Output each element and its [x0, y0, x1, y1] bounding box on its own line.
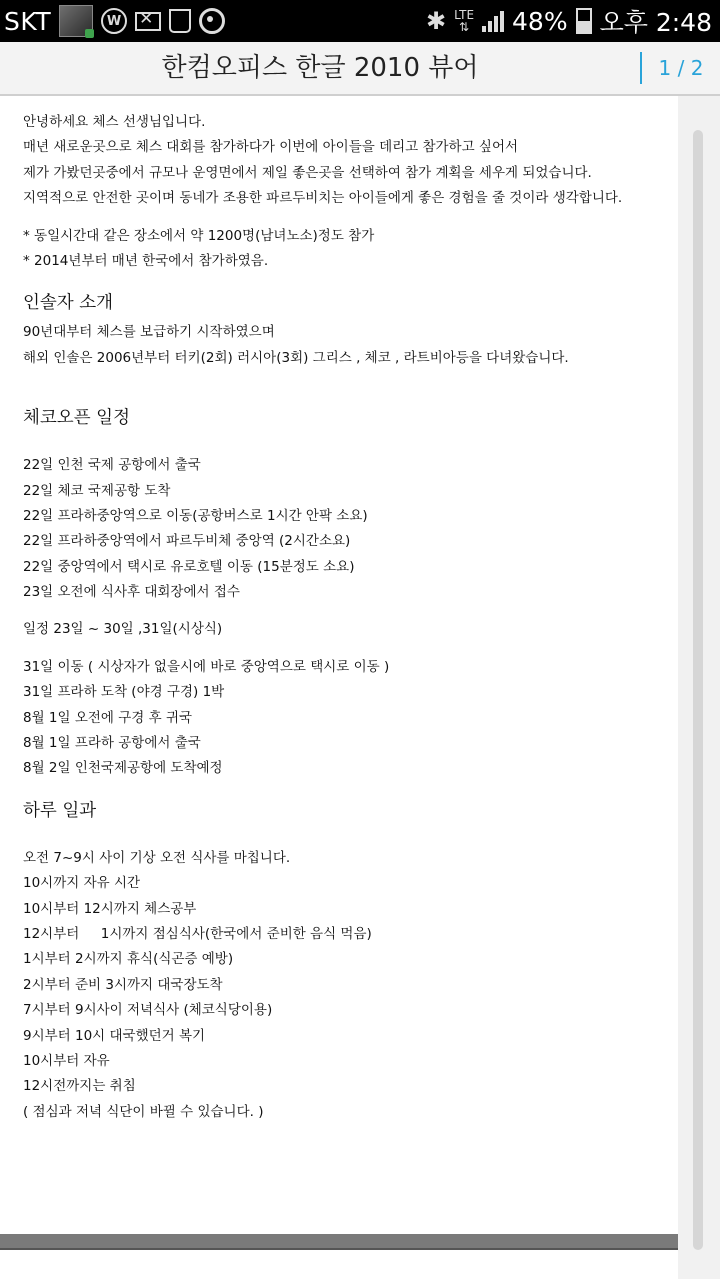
mail-icon [135, 12, 161, 31]
daily-line: 10시까지 자유 시간 [23, 875, 141, 892]
carrier-label: SKT [4, 6, 52, 36]
battery-percent: 48% [512, 6, 568, 36]
intro-line: 제가 가봤던곳중에서 규모나 운영면에서 제일 좋은곳을 선택하여 참가 계획을 세우게 되었습니다. [23, 164, 592, 181]
daily-line: 12시전까지는 취침 [23, 1078, 136, 1095]
leader-line: 90년대부터 체스를 보급하기 시작하였으며 [23, 324, 275, 341]
bluetooth-icon: ✱ [425, 7, 447, 35]
signal-icon [482, 10, 504, 32]
page-separator [0, 1234, 678, 1250]
cup-icon [169, 9, 191, 33]
app-title: 한컴오피스 한글 2010 뷰어 [161, 53, 479, 83]
leader-line: 해외 인솔은 2006년부터 터키(2회) 러시아(3회) 그리스 , 체코 , 라트비아등을 다녀왔습니다. [23, 349, 569, 366]
schedule-line: 22일 프라하중앙역으로 이동(공항버스로 1시간 안팍 소요) [23, 507, 368, 524]
daily-heading: 하루 일과 [23, 800, 97, 821]
schedule-period: 일정 23일 ~ 30일 ,31일(시상식) [23, 621, 223, 638]
page-indicator[interactable]: 1 / 2 [658, 56, 704, 80]
daily-line: 12시부터 1시까지 점심식사(한국에서 준비한 음식 먹음) [23, 925, 372, 942]
schedule-line: 22일 프라하중앙역에서 파르두비체 중앙역 (2시간소요) [23, 533, 351, 550]
daily-line: 오전 7~9시 사이 기상 오전 식사를 마칩니다. [23, 849, 291, 866]
battery-icon [576, 8, 592, 34]
intro-line: 안녕하세요 체스 선생님입니다. [23, 114, 206, 130]
schedule-line: 23일 오전에 식사후 대회장에서 접수 [23, 584, 240, 601]
daily-line: 9시부터 10시 대국했던거 복기 [23, 1027, 206, 1044]
status-bar [0, 0, 720, 42]
note-line: * 2014년부터 매년 한국에서 참가하였음. [23, 252, 269, 269]
daily-line: ( 점심과 저녁 식단이 바뀔 수 있습니다. ) [23, 1103, 264, 1120]
ring-icon [199, 8, 225, 34]
schedule-line: 22일 중앙역에서 택시로 유로호텔 이동 (15분정도 소요) [23, 558, 355, 575]
lte-icon: LTE ⇅ [454, 8, 475, 34]
return-line: 8월 1일 오전에 구경 후 귀국 [23, 709, 193, 726]
daily-line: 7시부터 9시사이 저녁식사 (체코식당이용) [23, 1002, 273, 1019]
daily-line: 1시부터 2시까지 휴식(식곤증 예방) [23, 951, 234, 968]
leader-heading: 인솔자 소개 [23, 293, 114, 314]
intro-line: 지역적으로 안전한 곳이며 동네가 조용한 파르두비치는 아이들에게 좋은 경험을 줄 것이라 생각합니다. [23, 190, 623, 207]
document-page[interactable] [0, 96, 678, 1234]
return-line: 8월 2일 인천국제공항에 도착예정 [23, 760, 223, 777]
schedule-line: 22일 인천 국제 공항에서 출국 [23, 457, 201, 474]
w-app-icon: W [101, 8, 127, 34]
daily-line: 10시부터 12시까지 체스공부 [23, 900, 197, 917]
note-line: * 동일시간대 같은 장소에서 약 1200명(남녀노소)정도 참가 [23, 227, 375, 244]
clock: 오후 2:48 [599, 8, 712, 37]
return-line: 8월 1일 프라하 공항에서 출국 [23, 735, 201, 752]
return-line: 31일 이동 ( 시상자가 없을시에 바로 중앙역으로 택시로 이동 ) [23, 658, 390, 675]
app-title-bar [0, 42, 720, 96]
return-line: 31일 프라하 도착 (야경 구경) 1박 [23, 684, 225, 701]
daily-line: 10시부터 자유 [23, 1052, 110, 1069]
scrollbar-thumb[interactable] [693, 130, 703, 1250]
document-content [0, 96, 678, 1125]
schedule-line: 22일 체코 국제공항 도착 [23, 482, 171, 499]
profile-thumbnail-icon [59, 5, 93, 37]
daily-line: 2시부터 준비 3시까지 대국장도착 [23, 976, 223, 993]
schedule-heading: 체코오픈 일정 [23, 408, 130, 429]
intro-line: 매년 새로운곳으로 체스 대회를 참가하다가 이번에 아이들을 데리고 참가하고 싶어서 [23, 139, 519, 156]
